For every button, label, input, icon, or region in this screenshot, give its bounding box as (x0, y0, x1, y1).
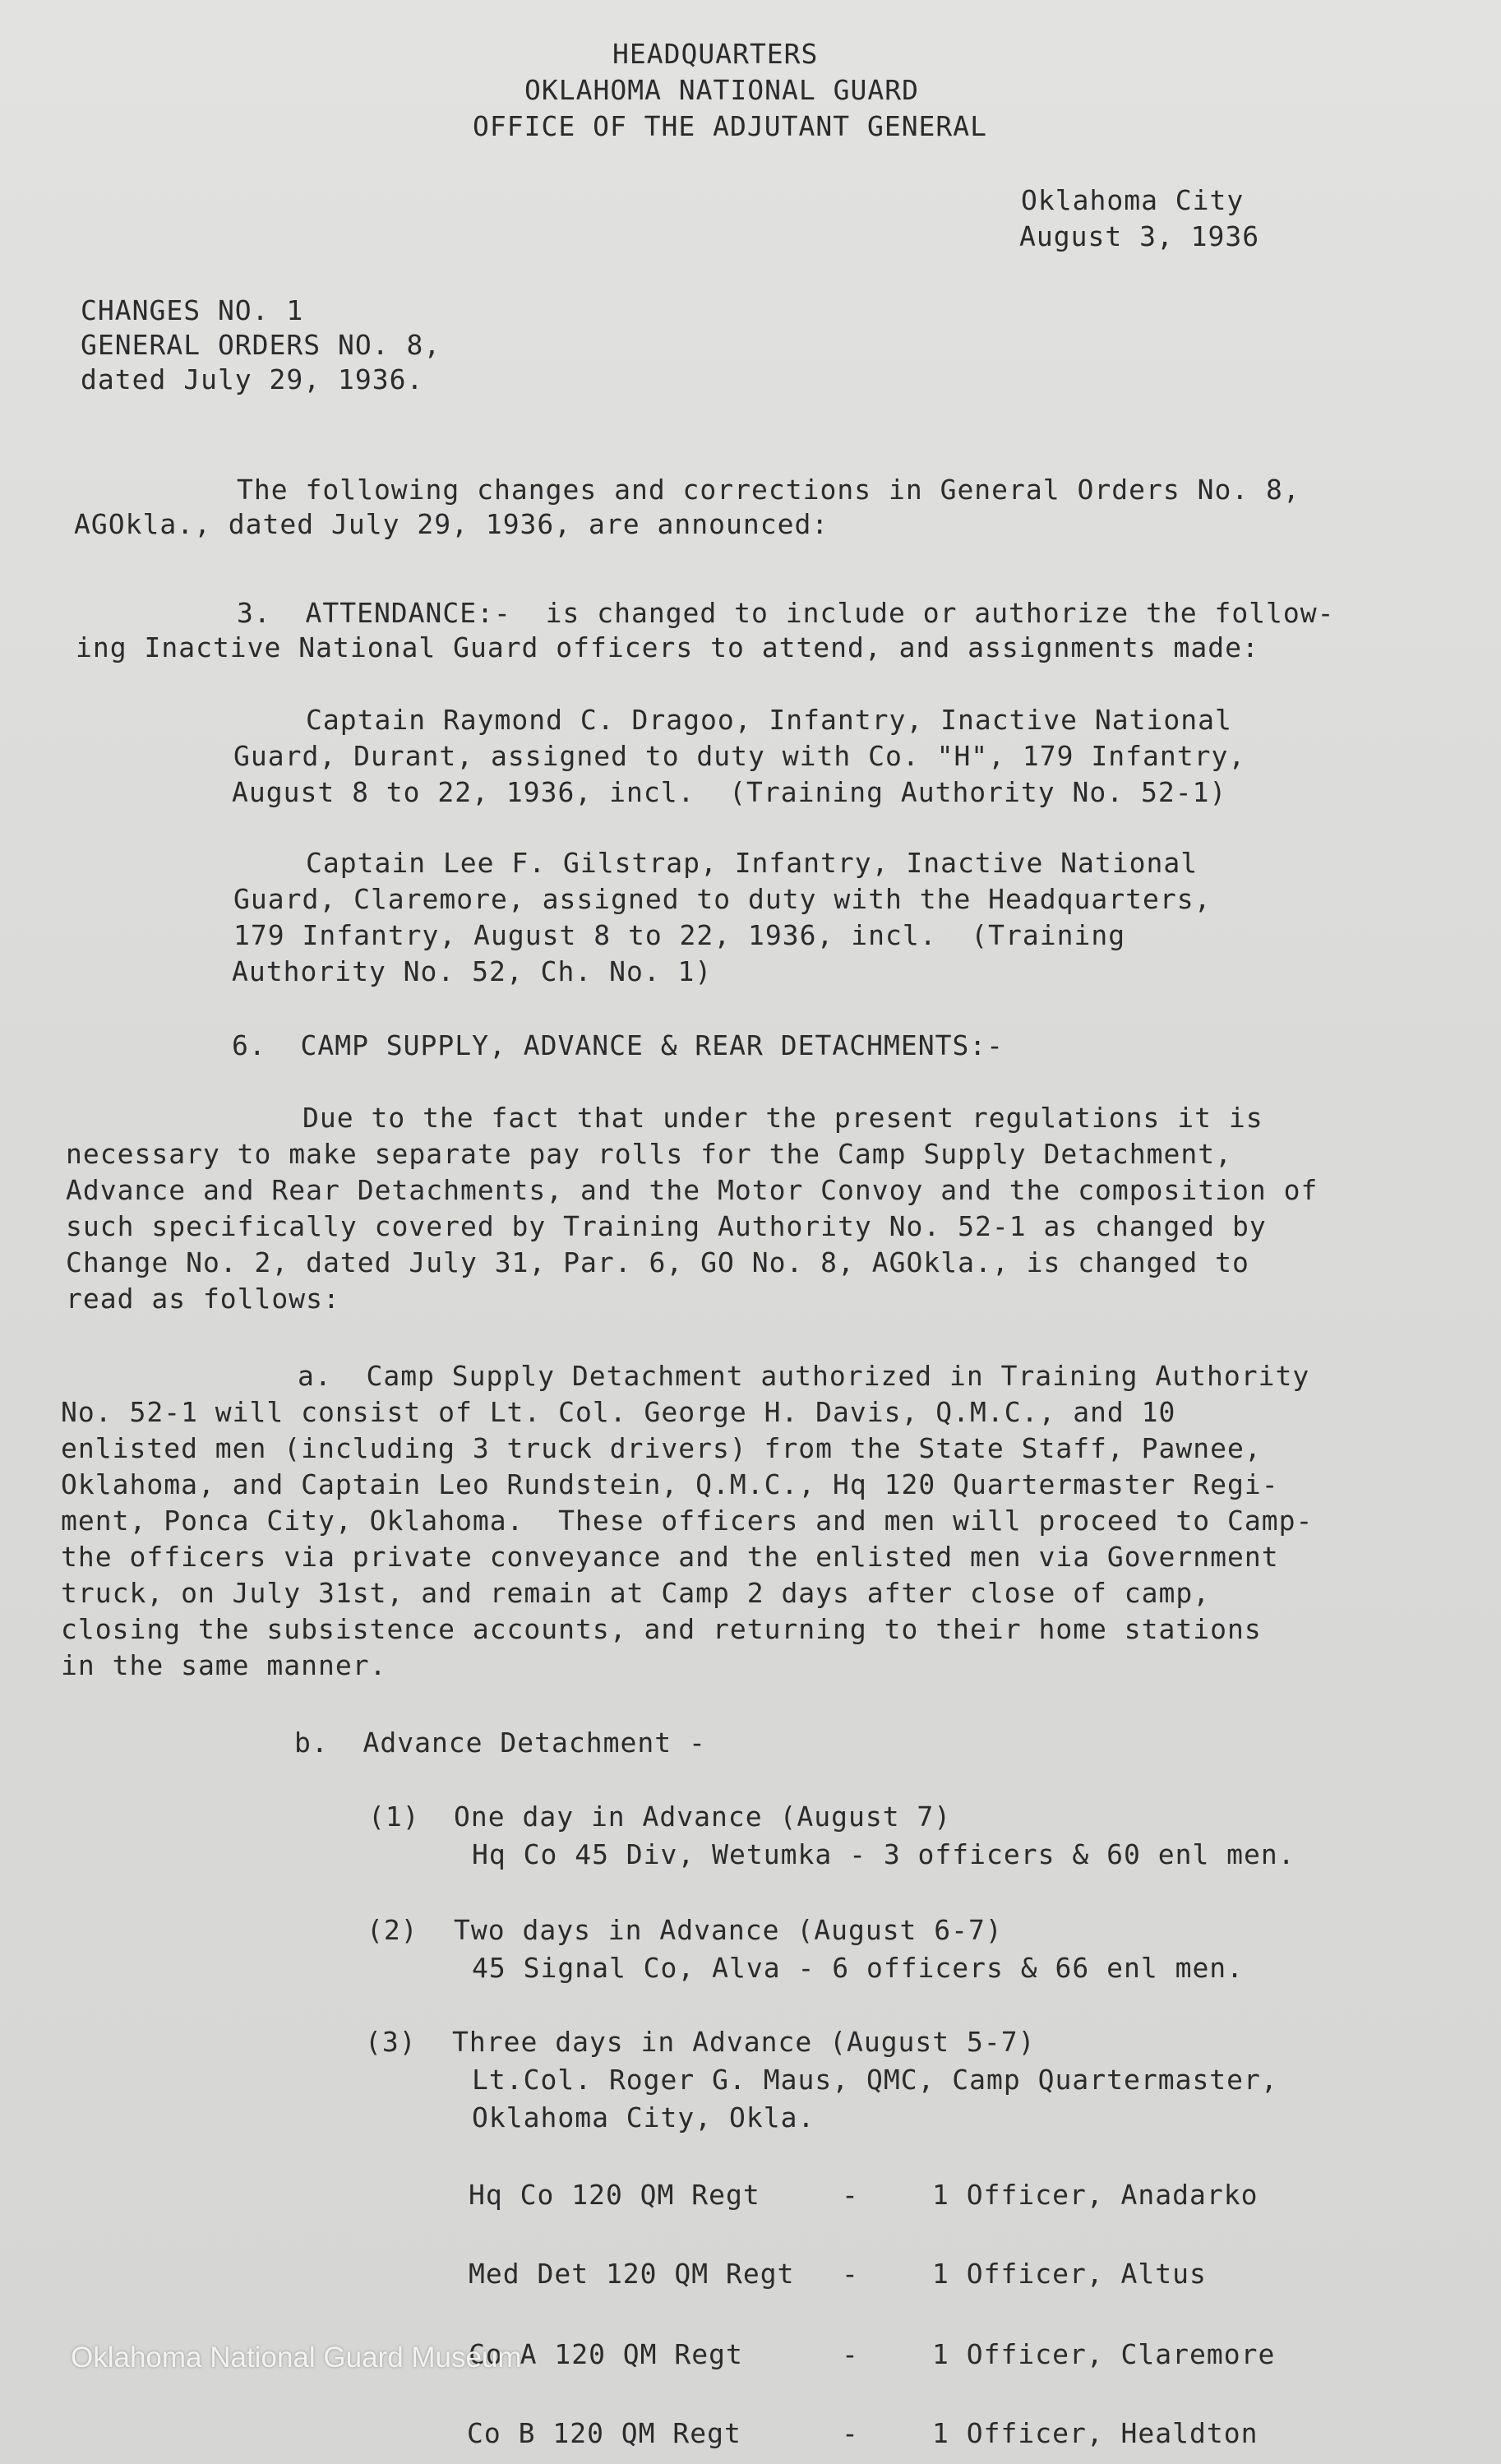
unit-assignment: 1 Officer, Healdton (932, 2417, 1259, 2449)
advance-item-detail: Hq Co 45 Div, Wetumka - 3 officers & 60 enl men. (472, 1838, 1295, 1870)
unit-assignment: 1 Officer, Anadarko (932, 2179, 1259, 2211)
advance-item-title: Three days in Advance (August 5-7) (452, 2026, 1036, 2058)
advance-item-num: (2) (367, 1914, 418, 1946)
gilstrap-line-4: Authority No. 52, Ch. No. 1) (232, 955, 713, 987)
sub-a-line-8: closing the subsistence accounts, and returning to their home stations (61, 1613, 1262, 1645)
unit-dash: - (842, 2179, 859, 2211)
sub-a-line-9: in the same manner. (61, 1649, 387, 1681)
gilstrap-line-3: 179 Infantry, August 8 to 22, 1936, incl. (Training (233, 919, 1126, 951)
reference-line-1: CHANGES NO. 1 (81, 294, 304, 326)
gilstrap-line-2: Guard, Claremore, assigned to duty with the Headquarters, (233, 883, 1212, 915)
para6-line-1: Due to the fact that under the present regulations it is (303, 1102, 1263, 1134)
unit-assignment: 1 Officer, Claremore (932, 2338, 1276, 2370)
para3-line-2: ing Inactive National Guard officers to attend, and assignments made: (76, 631, 1259, 663)
dragoo-line-2: Guard, Durant, assigned to duty with Co. "H", 179 Infantry, (233, 740, 1246, 772)
sub-a-line-7: truck, on July 31st, and remain at Camp 2 days after close of camp, (61, 1577, 1211, 1609)
date: August 3, 1936 (1019, 220, 1260, 252)
sub-a-line-6: the officers via private conveyance and the enlisted men via Government (61, 1541, 1279, 1573)
header-line-1: HEADQUARTERS (612, 38, 819, 70)
para3-line-1: 3. ATTENDANCE:- is changed to include or authorize the follow- (237, 597, 1335, 629)
sub-a-line-1: a. Camp Supply Detachment authorized in Training Authority (298, 1360, 1310, 1392)
intro-line-1: The following changes and corrections in General Orders No. 8, (237, 474, 1300, 506)
sub-a-line-3: enlisted men (including 3 truck drivers) from the State Staff, Pawnee, (61, 1432, 1262, 1464)
sub-a-line-5: ment, Ponca City, Oklahoma. These officers and men will proceed to Camp- (61, 1505, 1314, 1537)
unit-dash: - (842, 2258, 859, 2290)
museum-watermark: Oklahoma National Guard Museum (71, 2341, 522, 2374)
dragoo-line-3: August 8 to 22, 1936, incl. (Training Authority No. 52-1) (232, 776, 1227, 808)
intro-line-2: AGOkla., dated July 29, 1936, are announced: (74, 508, 829, 540)
header-line-3: OFFICE OF THE ADJUTANT GENERAL (473, 110, 988, 142)
advance-item-title: Two days in Advance (August 6-7) (454, 1914, 1003, 1946)
unit-assignment: 1 Officer, Altus (932, 2258, 1207, 2290)
unit-name: Co A 120 QM Regt (469, 2338, 743, 2370)
advance-item-detail: Lt.Col. Roger G. Maus, QMC, Camp Quartermaster, (472, 2064, 1278, 2096)
sub-b-heading: b. Advance Detachment - (294, 1727, 706, 1759)
sub-a-line-4: Oklahoma, and Captain Leo Rundstein, Q.M.C., Hq 120 Quartermaster Regi- (61, 1468, 1279, 1500)
gilstrap-line-1: Captain Lee F. Gilstrap, Infantry, Inactive National (306, 847, 1198, 879)
reference-line-3: dated July 29, 1936. (81, 363, 424, 395)
sub-a-line-2: No. 52-1 will consist of Lt. Col. George H. Davis, Q.M.C., and 10 (61, 1396, 1176, 1428)
unit-name: Co B 120 QM Regt (467, 2417, 741, 2449)
para6-line-5: Change No. 2, dated July 31, Par. 6, GO No. 8, AGOkla., is changed to (66, 1246, 1249, 1278)
para6-line-6: read as follows: (66, 1283, 340, 1315)
reference-line-2: GENERAL ORDERS NO. 8, (81, 329, 441, 361)
unit-dash: - (842, 2338, 859, 2370)
advance-item-num: (1) (368, 1801, 420, 1833)
para6-line-3: Advance and Rear Detachments, and the Motor Convoy and the composition of (66, 1174, 1319, 1206)
advance-item-title: One day in Advance (August 7) (454, 1801, 952, 1833)
unit-name: Hq Co 120 QM Regt (469, 2179, 760, 2211)
dragoo-line-1: Captain Raymond C. Dragoo, Infantry, Inactive National (306, 704, 1232, 736)
unit-name: Med Det 120 QM Regt (469, 2258, 795, 2290)
para6-line-2: necessary to make separate pay rolls for the Camp Supply Detachment, (66, 1138, 1233, 1170)
advance-item-detail: 45 Signal Co, Alva - 6 officers & 66 enl men. (472, 1952, 1245, 1984)
para6-heading: 6. CAMP SUPPLY, ADVANCE & REAR DETACHMENTS:- (232, 1029, 1005, 1061)
header-line-2: OKLAHOMA NATIONAL GUARD (524, 74, 919, 106)
unit-dash: - (842, 2417, 859, 2449)
advance-item-num: (3) (365, 2026, 417, 2058)
advance-item-detail-2: Oklahoma City, Okla. (472, 2101, 815, 2133)
city: Oklahoma City (1021, 184, 1245, 216)
para6-line-4: such specifically covered by Training Authority No. 52-1 as changed by (66, 1210, 1267, 1242)
